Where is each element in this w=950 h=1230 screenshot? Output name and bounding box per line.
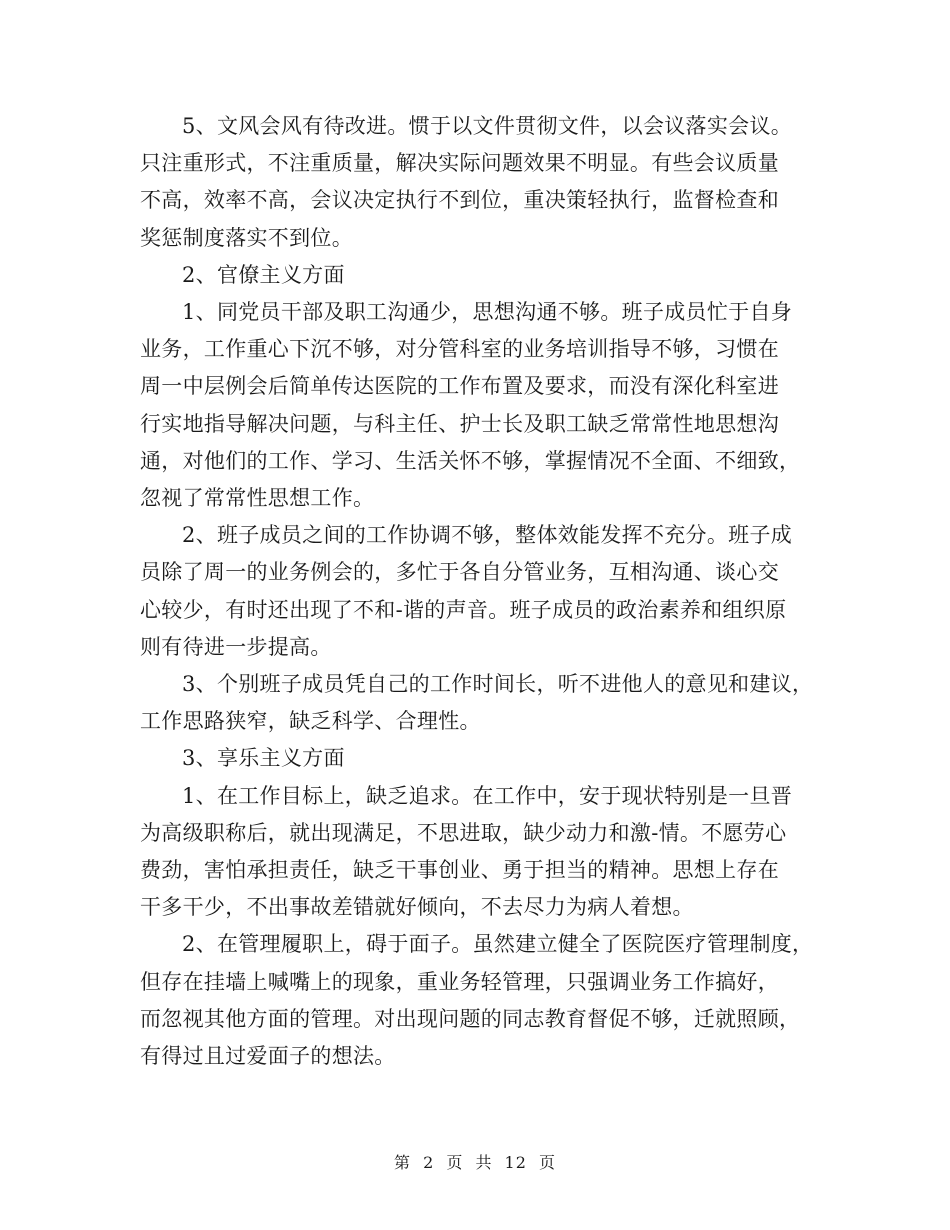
paragraph-hedonism-1 (140, 778, 812, 927)
text-line: 不高，效率不高，会议决定执行不到位，重决策轻执行，监督检查和 (140, 188, 779, 213)
section-heading-text: 2、官僚主义方面 (182, 262, 345, 287)
text-line: 只注重形式，不注重质量，解决实际问题效果不明显。有些会议质量 (140, 151, 779, 176)
text-line: 1、在工作目标上，缺乏追求。在工作中，安于现状特别是一旦晋 (182, 783, 793, 808)
text-line: 有得过且过爱面子的想法。 (140, 1044, 396, 1069)
text-line: 3、个别班子成员凭自己的工作时间长，听不进他人的意见和建议， (182, 672, 814, 697)
text-line: 但存在挂墙上喊嘴上的现象，重业务轻管理，只强调业务工作搞好， (140, 969, 779, 994)
text-line: 工作思路狭窄，缺乏科学、合理性。 (140, 709, 481, 734)
paragraph-hedonism-2 (140, 926, 812, 1075)
text-line: 干多干少，不出事故差错就好倾向，不去尽力为病人着想。 (140, 895, 694, 920)
text-line: 5、文风会风有待改进。惯于以文件贯彻文件，以会议落实会议。 (182, 114, 793, 138)
text-line: 通，对他们的工作、学习、生活关怀不够，掌握情况不全面、不细致， (140, 448, 801, 473)
section-heading-text: 3、享乐主义方面 (182, 746, 345, 771)
paragraph-bureaucratism-1 (140, 294, 812, 517)
text-line: 2、在管理履职上，碍于面子。虽然建立健全了医院医疗管理制度， (182, 932, 814, 957)
text-line: 奖惩制度落实不到位。 (140, 225, 353, 250)
text-line: 而忽视其他方面的管理。对出现问题的同志教育督促不够，迁就照顾， (140, 1006, 801, 1031)
text-line: 费劲，害怕承担责任，缺乏干事创业、勇于担当的精神。思想上存在 (140, 858, 779, 883)
section-heading-hedonism (140, 740, 812, 777)
page-number-footer: 第 2 页 共 12 页 (394, 1153, 556, 1172)
text-line: 员除了周一的业务例会的，多忙于各自分管业务，互相沟通、谈心交 (140, 560, 779, 585)
paragraph-bureaucratism-2 (140, 517, 812, 666)
section-heading-bureaucratism (140, 257, 812, 294)
text-line: 则有待进一步提高。 (140, 634, 332, 659)
text-line: 业务，工作重心下沉不够，对分管科室的业务培训指导不够，习惯在 (140, 337, 779, 362)
text-line: 忽视了常常性思想工作。 (140, 486, 375, 511)
text-line: 为高级职称后，就出现满足，不思进取，缺少动力和激-情。不愿劳心 (140, 820, 787, 845)
text-line: 1、同党员干部及职工沟通少，思想沟通不够。班子成员忙于自身 (182, 300, 793, 325)
text-line: 周一中层例会后简单传达医院的工作布置及要求，而没有深化科室进 (140, 374, 779, 399)
paragraph-bureaucratism-3 (140, 666, 812, 740)
text-line: 心较少，有时还出现了不和-谐的声音。班子成员的政治素养和组织原 (140, 597, 787, 622)
text-line: 行实地指导解决问题，与科主任、护士长及职工缺乏常常性地思想沟 (140, 411, 779, 436)
text-line: 2、班子成员之间的工作协调不够，整体效能发挥不充分。班子成 (182, 523, 793, 548)
paragraph-item-5-style (140, 108, 812, 257)
document-body (140, 108, 812, 1075)
